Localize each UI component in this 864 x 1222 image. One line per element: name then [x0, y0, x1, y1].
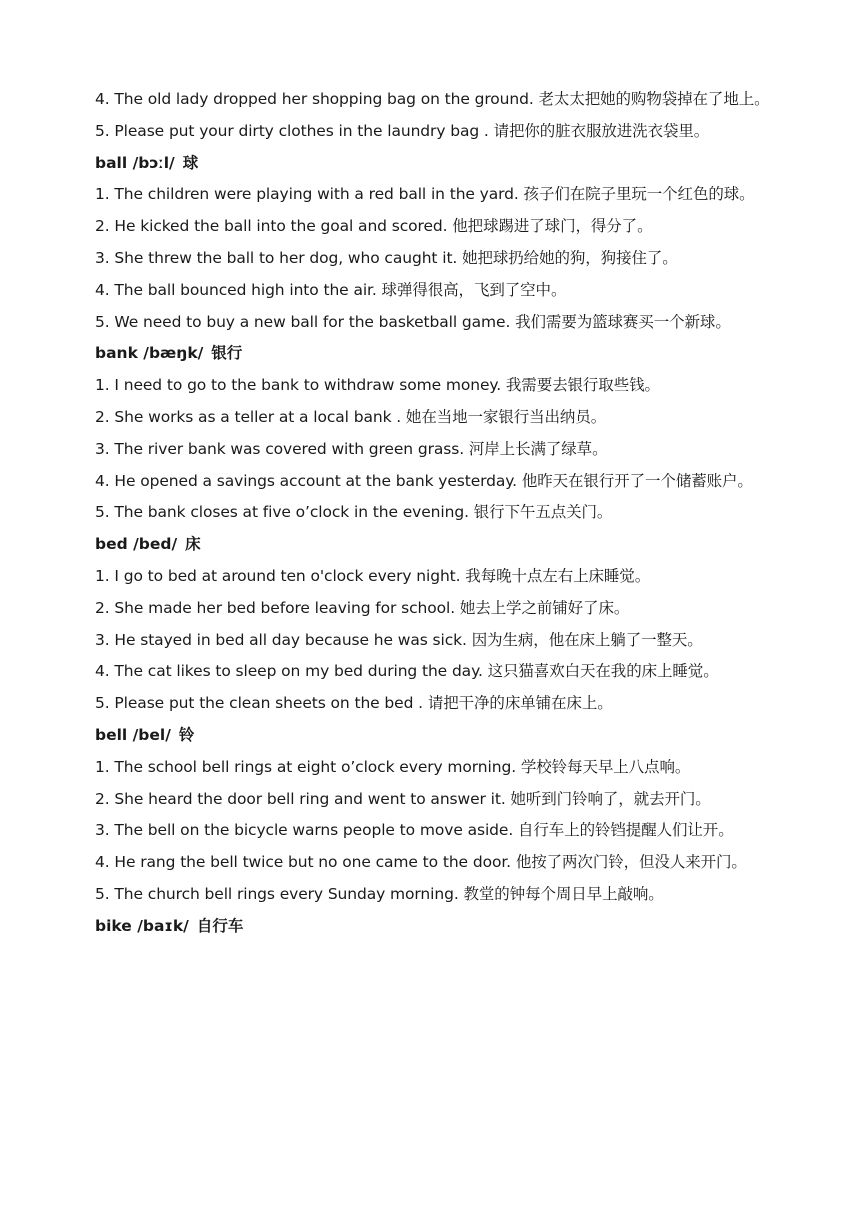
example-sentence: 3. The river bank was covered with green grass. 河岸上长满了绿草。: [95, 439, 608, 458]
headword-bank: [95, 338, 785, 370]
example-sentence: 4. The cat likes to sleep on my bed during the day. 这只猫喜欢白天在我的床上睡觉。: [95, 662, 719, 681]
example-sentence: 1. The children were playing with a red ball in the yard. 孩子们在院子里玩一个红色的球。: [95, 185, 755, 204]
example-sentence: 1. I go to bed at around ten o'clock every night. 我每晚十点左右上床睡觉。: [95, 566, 651, 585]
example-sentence: 5. We need to buy a new ball for the basketball game. 我们需要为篮球赛买一个新球。: [95, 312, 731, 331]
headword-bell: [95, 720, 785, 752]
example-sentence: 3. He stayed in bed all day because he was sick. 因为生病，他在床上躺了一整天。: [95, 630, 703, 649]
example-sentence: 5. Please put the clean sheets on the bed . 请把干净的床单铺在床上。: [95, 694, 613, 713]
document-page: [95, 84, 785, 943]
headword-text: ball /bɔːl/: [95, 153, 175, 172]
headword-bike: [95, 911, 785, 943]
headword-text: bank /bæŋk/: [95, 344, 204, 363]
headword-meaning: 铃: [178, 725, 195, 744]
headword-meaning: 自行车: [196, 916, 244, 935]
headword-text: bed /bed/: [95, 535, 178, 554]
example-sentence: 2. She made her bed before leaving for school. 她去上学之前铺好了床。: [95, 598, 630, 617]
headword-meaning: 床: [185, 535, 201, 554]
headword-meaning: 球: [182, 153, 199, 172]
headword-ball: [95, 148, 785, 180]
example-sentence: 3. The bell on the bicycle warns people to move aside. 自行车上的铃铛提醒人们让开。: [95, 821, 734, 840]
example-sentence: 2. She heard the door bell ring and went to answer it. 她听到门铃响了，就去开门。: [95, 789, 711, 808]
example-sentence: 2. He kicked the ball into the goal and scored. 他把球踢进了球门，得分了。: [95, 217, 653, 236]
example-sentence: 5. The bank closes at five o’clock in the evening. 银行下午五点关门。: [95, 503, 613, 522]
example-sentence: 4. He rang the bell twice but no one came to the door. 他按了两次门铃，但没人来开门。: [95, 853, 747, 872]
sentence-line: 4. The old lady dropped her shopping bag on the ground. 老太太把她的购物袋掉在了地上。: [95, 90, 770, 108]
example-sentence: 2. She works as a teller at a local bank . 她在当地一家银行当出纳员。: [95, 407, 607, 426]
example-sentence: 4. The ball bounced high into the air. 球弹得很高，飞到了空中。: [95, 280, 567, 299]
example-sentence: 1. I need to go to the bank to withdraw some money. 我需要去银行取些钱。: [95, 376, 660, 395]
example-sentence: 1. The school bell rings at eight o’clock every morning. 学校铃每天早上八点响。: [95, 757, 691, 776]
sentence-line: 5. Please put your dirty clothes in the laundry bag . 请把你的脏衣服放进洗衣袋里。: [95, 121, 710, 140]
headword-text: bike /baɪk/: [95, 916, 189, 935]
example-sentence: 4. He opened a savings account at the bank yesterday. 他昨天在银行开了一个储蓄账户。: [95, 471, 753, 490]
example-sentence: 5. The church bell rings every Sunday morning. 教堂的钟每个周日早上敲响。: [95, 884, 664, 903]
example-sentence: 3. She threw the ball to her dog, who caught it. 她把球扔给她的狗，狗接住了。: [95, 248, 678, 267]
headword-meaning: 银行: [211, 344, 243, 363]
headword-text: bell /bel/: [95, 725, 171, 744]
headword-bed: [95, 529, 785, 561]
